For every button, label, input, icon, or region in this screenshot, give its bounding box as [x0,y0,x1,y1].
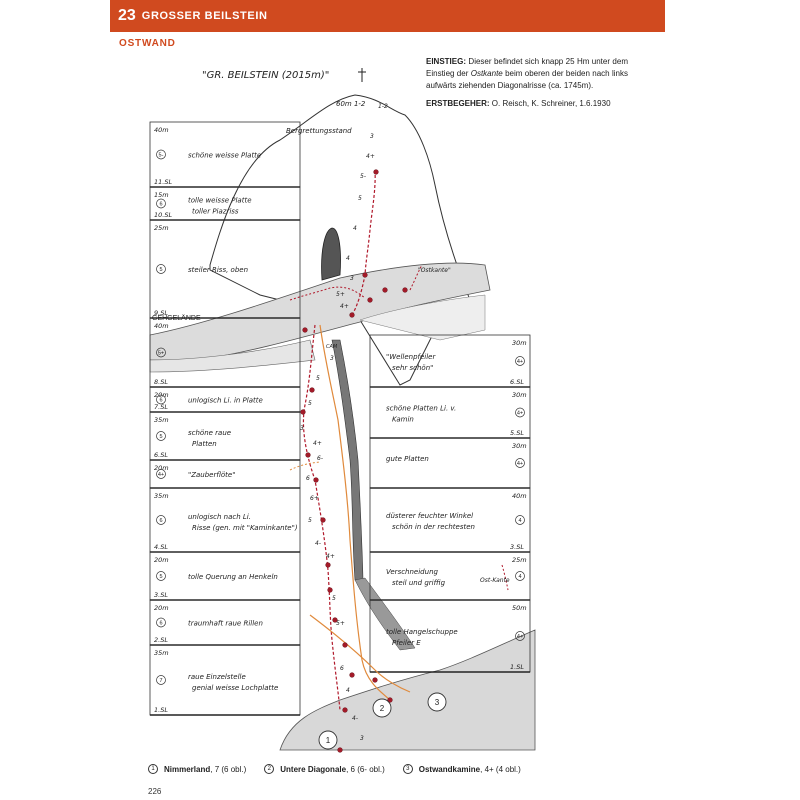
bolt-marker [306,453,311,458]
bolt-marker [301,410,306,415]
gehgelaende-label: GEHGELÄNDE [152,315,201,322]
bolt-marker [368,298,373,303]
left-pitch-sl: 8.SL [154,378,168,386]
legend-route-name: Ostwandkamine [418,764,481,774]
left-pitch-grade: 6 [159,201,163,208]
grade-mark: 5 [358,195,362,202]
bolt-marker [374,170,379,175]
start-marker-number: 2 [379,704,385,713]
left-pitch-grade: 7 [159,678,163,685]
left-pitch-description: raue Einzelstelle [188,673,246,681]
right-pitch-length: 50m [512,604,527,612]
legend-number: 1 [148,764,158,774]
bergrettungsstand-label: Bergrettungsstand [286,127,352,135]
right-pitch-row [370,335,530,387]
left-pitch-grade: 5 [159,574,163,581]
left-pitch-description-2: Risse (gen. mit "Kaminkante") [192,524,298,532]
left-pitch-grade: 4+ [157,472,165,479]
left-pitch-length: 20m [154,391,169,399]
right-pitch-description: schöne Platten Li. v. [386,404,457,413]
left-pitch-description: traumhaft raue Rillen [188,619,263,628]
right-pitch-row [370,552,530,600]
left-pitch-sl: 2.SL [154,636,168,644]
left-pitch-sl: 7.SL [154,403,168,411]
legend-number: 3 [403,764,413,774]
einstieg-emph: Ostkante [470,69,503,78]
start-marker-number: 3 [434,698,440,707]
grade-mark: 3 [350,275,354,282]
right-pitch-length: 25m [512,556,527,564]
topo-drawing [140,60,540,760]
left-pitch-description: schöne weisse Platte [188,151,262,160]
right-pitch-grade: 4 [518,518,522,525]
left-pitch-description: unlogisch Li. in Platte [188,396,263,405]
left-pitch-length: 20m [154,604,169,612]
bolt-marker [343,708,348,713]
left-pitch-length: 25m [154,224,169,232]
left-pitch-grade: 5- [158,152,164,159]
einstieg-text-1: Dieser befindet sich knapp 25 Hm unter dem Einstieg der [426,57,628,78]
grade-mark: 6 [306,475,310,482]
right-pitch-description: Verschneidung [386,568,438,576]
grade-mark: 5+ [336,620,345,627]
right-pitch-row [370,438,530,488]
right-pitch-length: 40m [512,492,527,500]
left-pitch-sl: 9.SL [154,309,168,317]
bolt-marker [350,673,355,678]
bolt-marker [338,748,343,753]
start-marker-number: 1 [325,736,331,745]
left-pitch-length: 40m [154,126,169,134]
legend-item: 2 Untere Diagonale , 6 (6- obl.) [264,764,384,774]
legend-item: 3 Ostwandkamine , 4+ (4 obl.) [403,764,521,774]
bolt-marker [303,328,308,333]
grade-mark: 4+ [313,440,322,447]
left-pitch-length: 40m [154,322,169,330]
left-pitch-description: unlogisch nach Li. [188,513,251,521]
right-pitch-description: düsterer feuchter Winkel [386,512,474,520]
grade-mark: 6 [340,665,344,672]
chapter-number: 23 [118,7,136,24]
grade-mark: 6+ [310,495,319,502]
bolt-marker [310,388,315,393]
legend-route-grade: 6 (6- obl.) [350,764,385,774]
topo-title: "GR. BEILSTEIN (2015m)" [202,70,330,81]
chapter-header [110,0,665,32]
legend-item: 1 Nimmerland , 7 (6 obl.) [148,764,246,774]
right-pitch-row [370,488,530,552]
grade-mark: 4 [346,687,350,694]
right-pitch-description-2: Pfeiler E [392,639,421,647]
left-pitch-sl: 11.SL [154,178,173,186]
left-pitch-sl: 10.SL [154,211,173,219]
left-pitch-length: 20m [154,556,169,564]
bolt-marker [328,588,333,593]
left-pitch-table [150,122,300,715]
right-pitch-length: 30m [512,391,527,399]
left-pitch-length: 35m [154,416,169,424]
legend-route-name: Untere Diagonale [280,764,347,774]
grade-mark: 5+ [336,291,345,298]
summit-pitch-label: 60m 1-2 [336,100,366,108]
bolt-marker [363,273,368,278]
left-pitch-grade: 5 [159,434,163,441]
left-pitch-description: tolle Querung an Henkeln [188,573,278,581]
page-number: 226 [148,787,162,796]
erstbegeher-text: O. Reisch, K. Schreiner, 1.6.1930 [491,99,611,108]
grade-mark: 6- [317,455,323,462]
left-pitch-sl: 1.SL [154,706,168,714]
left-pitch-sl: 3.SL [154,591,168,599]
left-pitch-description-2: genial weisse Lochplatte [192,684,279,692]
right-pitch-grade: 4+ [516,410,524,417]
bolt-marker [326,563,331,568]
bolt-marker [314,478,319,483]
bolt-marker [403,288,408,293]
right-pitch-length: 30m [512,442,527,450]
left-pitch-grade: 6 [159,518,163,525]
left-pitch-sl: 4.SL [154,543,168,551]
left-pitch-grade: 6 [159,620,163,627]
chapter-title: GROSSER BEILSTEIN [141,10,268,22]
right-pitch-description: gute Platten [386,455,429,463]
right-pitch-description: tolle Hangelschuppe [386,628,458,636]
grade-mark: 5- [360,173,366,180]
left-pitch-grade: 5+ [157,350,165,357]
right-pitch-sl: 3.SL [510,543,524,551]
grade-mark: 5 [332,595,336,602]
right-pitch-grade: 4 [518,574,522,581]
einstieg-text-2: beim oberen der beiden nach links aufwärts ziehenden Diagonalrisse (ca. 1745m). [426,69,628,90]
grade-mark: 5 [316,375,320,382]
route-line-zauberfloete [290,462,320,470]
bolt-marker [350,313,355,318]
bolt-marker [373,678,378,683]
summit-cross-icon [358,68,366,82]
left-pitch-description: schöne raue [188,429,232,437]
left-pitch-grade: 5 [159,267,163,274]
einstieg-label: EINSTIEG: [426,57,467,66]
grade-mark: 5 [308,400,312,407]
left-pitch-description: "Zauberflöte" [188,471,236,479]
grade-mark: 1-2 [378,103,388,110]
erstbegeher-label: ERSTBEGEHER: [426,99,490,108]
left-pitch-description-2: toller Piazriss [192,207,239,216]
route-topo [140,60,540,760]
grade-mark: 3 [360,735,364,742]
right-pitch-description: "Wellenpfeiler [386,353,436,361]
legend-route-name: Nimmerland [164,764,211,774]
right-pitch-row [370,387,530,438]
right-pitch-description-2: Kamin [392,415,414,424]
left-pitch-description: steiler Riss, oben [188,266,249,274]
legend-number: 2 [264,764,274,774]
grade-mark: 4 [346,255,350,262]
ostkante-grade-label: Ost-Kante [480,577,510,584]
bolt-marker [383,288,388,293]
left-pitch-length: 35m [154,492,169,500]
grade-mark: 4- [352,715,358,722]
left-pitch-description: tolle weisse Platte [188,196,252,205]
pinnacle [322,228,341,280]
grade-mark: 4+ [340,303,349,310]
grade-mark: 4+ [326,553,335,560]
left-pitch-length: 20m [154,464,169,472]
left-pitch-length: 15m [154,191,169,199]
chimney-gully [332,340,363,580]
ostkante-label: "Ostkante" [418,267,451,274]
right-pitch-grade: 4+ [516,359,524,366]
bolt-marker [321,518,326,523]
left-pitch-sl: 6.SL [154,451,168,459]
grade-mark: 4 [353,225,357,232]
legend-route-grade: 4+ (4 obl.) [484,764,521,774]
left-pitch-grade: 6 [159,397,163,404]
right-pitch-description-2: sehr schön" [392,364,434,372]
left-pitch-length: 35m [154,649,169,657]
right-pitch-grade: 4+ [516,634,524,641]
right-pitch-sl: 5.SL [510,429,524,437]
right-pitch-length: 30m [512,339,527,347]
right-pitch-description-2: steil und griffig [392,579,446,587]
grade-mark: 4- [315,540,321,547]
grade-mark: 5 [308,517,312,524]
right-pitch-grade: 4+ [516,461,524,468]
legend-route-grade: 7 (6 obl.) [214,764,247,774]
right-pitch-sl: 1.SL [510,663,524,671]
section-subtitle: OSTWAND [119,38,176,49]
grade-mark: 3 [370,133,374,140]
grade-mark: 3 [300,425,304,432]
grade-mark: 3 [330,355,334,362]
bolt-marker [343,643,348,648]
route-legend [148,764,628,774]
right-pitch-sl: 6.SL [510,378,524,386]
grade-mark: 4+ [366,153,375,160]
right-pitch-description-2: schön in der rechtesten [392,523,475,531]
cam-label: CAM [326,344,338,350]
left-pitch-description-2: Platten [192,440,217,448]
